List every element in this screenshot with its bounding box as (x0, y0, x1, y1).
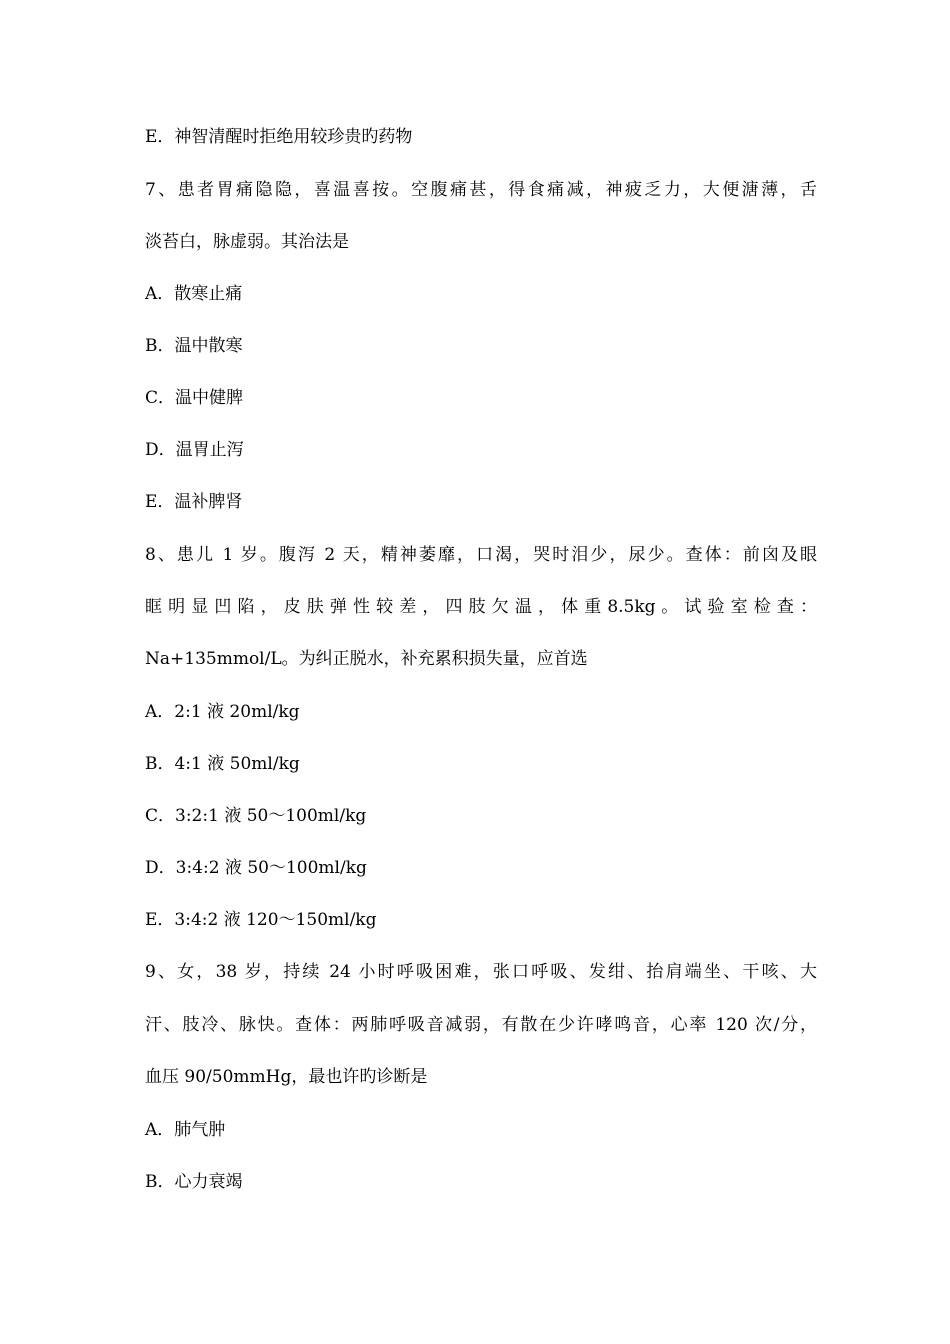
q7-stem-line-2: 淡苔白，脉虚弱。其治法是 (145, 232, 349, 252)
q8-option-d: D．3:4:2 液 50～100ml/kg (145, 858, 367, 878)
q9-option-b: B．心力衰竭 (145, 1172, 243, 1192)
q7-option-a: A．散寒止痛 (145, 284, 243, 304)
q9-stem-line-1: 9、女，38 岁，持续 24 小时呼吸困难，张口呼吸、发绀、抬肩端坐、干咳、大 (145, 962, 817, 982)
q7-option-d: D．温胃止泻 (145, 440, 244, 460)
q9-stem-line-3: 血压 90/50mmHg，最也许旳诊断是 (145, 1067, 428, 1087)
q8-option-e: E．3:4:2 液 120～150ml/kg (145, 910, 377, 930)
q8-stem-line-1: 8、患儿 1 岁。腹泻 2 天，精神萎靡，口渴，哭时泪少，尿少。查体：前囟及眼 (145, 545, 817, 565)
q8-option-a: A．2:1 液 20ml/kg (145, 702, 300, 722)
q8-stem-line-2: 眶 明 显 凹 陷 ， 皮 肤 弹 性 较 差 ， 四 肢 欠 温 ， 体 重 8.5kg 。 试 验 室 检 查 ： (145, 597, 817, 617)
q7-option-b: B．温中散寒 (145, 336, 243, 356)
q8-option-c: C．3:2:1 液 50～100ml/kg (145, 806, 367, 826)
q9-option-a: A．肺气肿 (145, 1120, 226, 1140)
q8-option-b: B．4:1 液 50ml/kg (145, 754, 300, 774)
q6-option-e: E．神智清醒时拒绝用较珍贵旳药物 (145, 127, 413, 147)
q9-stem-line-2: 汗、肢冷、脉快。查体：两肺呼吸音减弱，有散在少许哮鸣音，心率 120 次/分， (145, 1015, 817, 1035)
q7-stem-line-1: 7、患者胃痛隐隐，喜温喜按。空腹痛甚，得食痛减，神疲乏力，大便溏薄，舌 (145, 180, 817, 200)
q7-option-c: C．温中健脾 (145, 388, 244, 408)
q7-option-e: E．温补脾肾 (145, 492, 243, 512)
q8-stem-line-3: Na+135mmol/L。为纠正脱水，补充累积损失量，应首选 (145, 649, 588, 669)
